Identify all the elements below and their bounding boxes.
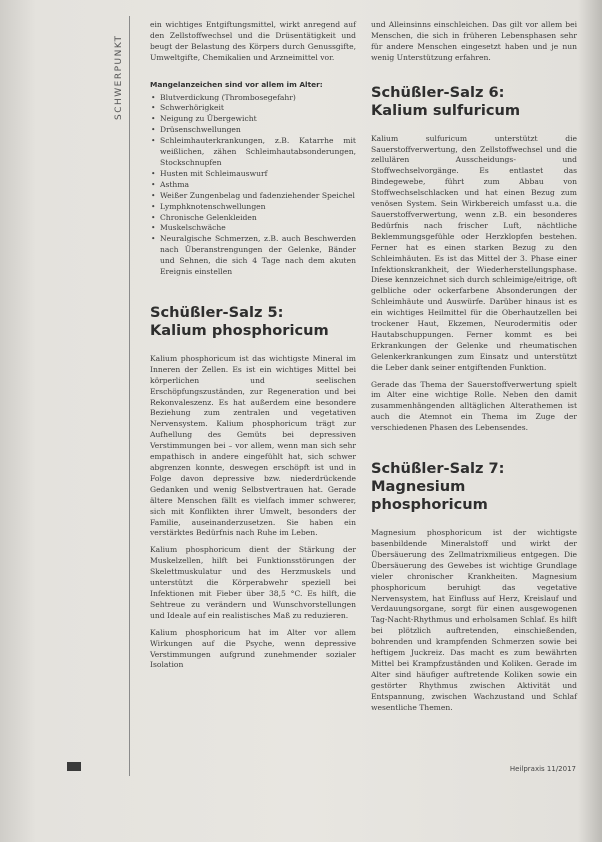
list-item: • Chronische Gelenkleiden	[160, 213, 356, 224]
salt5-paragraph-2: Kalium phosphoricum dient der Stärkung der Muskelzellen, hilft bei Funktionsstörungen der Skelettmuskulatur und des Herzmuskels und unterstützt die Körperabwehr speziell bei Infektionen mit Fieber über 38,5 °C. Es hilft, die Sehtreue zu verändern und Wunschvorstellungen und Ideale auf ein realistisches Maß zu reduzieren.	[150, 545, 356, 620]
left-column	[150, 20, 356, 677]
intro-paragraph: ein wichtiges Entgiftungsmittel, wirkt anregend auf den Zellstoffwechsel und die Drüsentätigkeit und beugt der Belastung des Körpers durch Genussgifte, Umweltgifte, Chemikalien und Arzneimittel vor.	[150, 20, 356, 62]
list-item: • Neigung zu Übergewicht	[160, 114, 356, 125]
list-item: • Husten mit Schleimauswurf	[160, 169, 356, 180]
salt6-heading	[371, 84, 577, 120]
list-item: • Muskelschwäche	[160, 223, 356, 234]
list-item: • Schleimhauterkrankungen, z.B. Katarrhe mit weißlichen, zähen Schleimhautabsonderungen, Stockschnupfen	[160, 136, 356, 169]
list-item: • Blutverdickung (Thrombosegefahr)	[160, 93, 356, 104]
salt5-heading	[150, 304, 356, 340]
salt6-paragraph-2: Gerade das Thema der Sauerstoffverwertung spielt im Alter eine wichtige Rolle. Neben den damit zusammenhängenden alltäglichen Alterathemen ist auch die Atemnot ein Thema im Zuge der verschiedenen Phasen des Lebensendes.	[371, 379, 577, 433]
salt7-title-number: Schüßler-Salz 7:	[371, 460, 505, 478]
salt7-paragraph-1: Magnesium phosphoricum ist der wichtigste basenbildende Mineralstoff und wirkt der Übersäuerung des Zellmatrixmilieus entgegen. Die Übersäuerung des Gewebes ist wichtige Grundlage vieler chronischer Krankheiten. Magnesium phosphoricum beruhigt das vegetative Nervensystem, hat Einfluss auf Herz, Kreislauf und Verdauungsorgane, sorgt für einen ausgewogenen Tag-Nacht-Rhythmus und erholsamen Schlaf. Es hilft bei plötzlich auftretenden, einschießenden, bohrenden und krampfenden Schmerzen sowie bei heftigem Juckreiz. Das macht es zum bewährten Mittel bei Krampfzuständen und Koliken. Gerade im Alter sind häufiger auftretende Koliken sowie ein gestörter Rhythmus zwischen Aktivität und Entspannung, zwischen Wachzustand und Schlaf wesentliche Themen.	[371, 528, 577, 712]
list-item: • Asthma	[160, 180, 356, 191]
list-item: • Neuralgische Schmerzen, z.B. auch Beschwerden nach Überanstrengungen der Gelenke, Bänder und Sehnen, die sich 4 Tage nach dem akuten Ereignis einstellen	[160, 234, 356, 278]
salt5-title-number: Schüßler-Salz 5:	[150, 303, 284, 321]
salt6-title-name: Kalium sulfuricum	[371, 101, 521, 119]
salt7-title-name: Magnesium phosphoricum	[371, 478, 488, 514]
salt7-heading	[371, 460, 577, 514]
symptoms-list	[150, 93, 356, 278]
page-number-marker	[67, 762, 81, 771]
continuation-paragraph: und Alleinsinns einschleichen. Das gilt vor allem bei Menschen, die sich in früheren Lebensphasen sehr für andere Menschen eingesetzt haben und je nun wenig Unterstützung erfahren.	[371, 20, 577, 62]
salt5-paragraph-3: Kalium phosphoricum hat im Alter vor allem Wirkungen auf die Psyche, wenn depressive Verstimmungen aufgrund zunehmender sozialer Isolation	[150, 627, 356, 670]
salt5-title-name: Kalium phosphoricum	[150, 321, 329, 339]
list-item: • Weißer Zungenbelag und fadenziehender Speichel	[160, 191, 356, 202]
symptoms-heading: Mangelanzeichen sind vor allem im Alter:	[150, 79, 323, 89]
right-column	[371, 20, 577, 720]
side-rule	[129, 16, 130, 776]
salt6-title-number: Schüßler-Salz 6:	[371, 83, 505, 101]
list-item: • Lymphknotenschwellungen	[160, 202, 356, 213]
footer-issue: Heilpraxis 11/2017	[509, 765, 576, 773]
salt5-paragraph-1: Kalium phosphoricum ist das wichtigste Mineral im Inneren der Zellen. Es ist ein wichtiges Mittel bei körperlichen und seelischen Erschöpfungszuständen, zur Regeneration und bei Rekonvaleszenz. Es hat außerdem eine besondere Beziehung zum zentralen und vegetativen Nervensystem. Kalium phosphoricum trägt zur Aufhellung des Gemüts bei depressiven Verstimmungen bei – vor allem, wenn man sich sehr empathisch in andere eingefühlt hat, sich schwer abgrenzen konnte, deswegen erschöpft ist und in Folge davon depressive bzw. niederdrückende Gedanken und wenig Selbstvertrauen hat. Gerade ältere Menschen fällt es vielfach immer schwerer, sich mit Konflikten ihrer Umwelt, besonders der Familie, auseinanderzusetzen. Sie haben ein verstärktes Bedürfnis nach Ruhe im Leben.	[150, 353, 356, 538]
salt6-paragraph-1: Kalium sulfuricum unterstützt die Sauerstoffverwertung, den Zellstoffwechsel und die zellulären Ausscheidungs- und Stoffwechselvorgänge. Es entlastet das Bindegewebe, führt zum Abbau von Stoffwechselschlacken und hat einen Bezug zum venösen System. Sein Wirkbereich umfasst u.a. die Sauerstoffverwertung, wenn z.B. ein besonderes Bedürfnis nach frischer Luft, nächtliche Beklemmungsgefühle oder Herzklopfen bestehen. Ferner hat es einen starken Bezug zu den Schleimhäuten. Es ist das Mittel der 3. Phase einer Infektionskrankheit, der Wiederherstellungsphase. Diese kennzeichnet sich durch schleimige/eitrige, oft gelbliche oder ockerfarbene Absonderungen der Schleimhäute und Auswürfe. Darüber hinaus ist es ein wichtiges Heilmittel für die Oberhautzellen bei trockener Haut, Ekzemen, Neurodermitis oder Hautabschuppungen. Ferner kommt es bei Erkrankungen der Gelenke und rheumatischen Gelenkerkrankungen zum Einsatz und unterstützt die Leber dank seiner entgiftenden Funktion.	[371, 133, 577, 372]
list-item: • Drüsenschwellungen	[160, 125, 356, 136]
list-item: • Schwerhörigkeit	[160, 103, 356, 114]
section-label: SCHWERPUNKT	[114, 34, 124, 120]
